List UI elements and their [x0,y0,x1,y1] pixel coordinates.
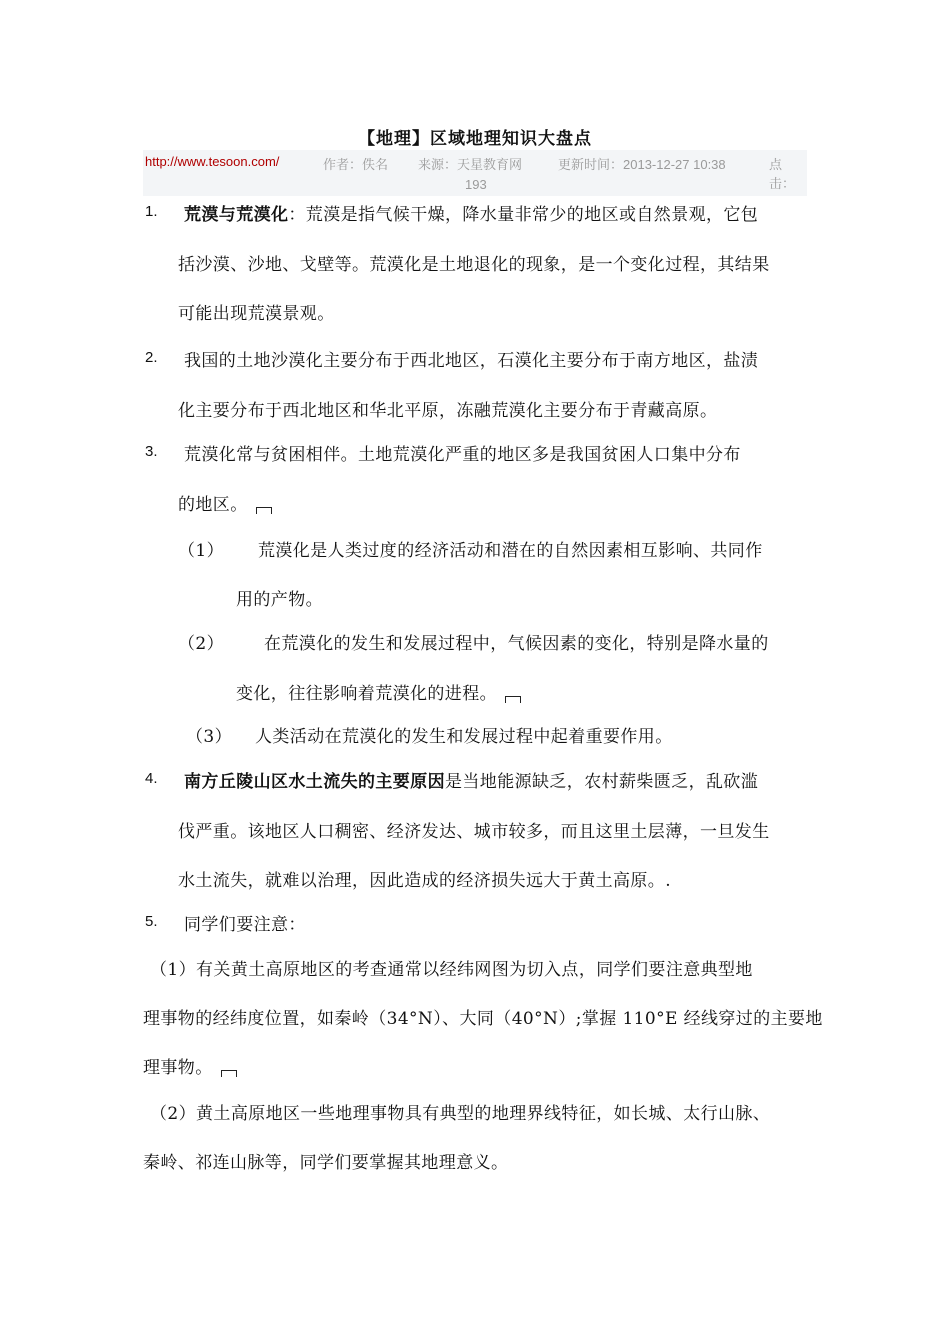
item-5-line-1: 同学们要注意： [184,915,306,935]
clicks-count: 193 [465,177,487,192]
item-1-line-3: 可能出现荒漠景观。 [178,304,335,324]
item-5-para-1-line-2: 理事物的经纬度位置，如秦岭（34°N）、大同（40°N）;掌握 110°E 经线穿过的主要地 [143,1009,823,1029]
paragraph-mark-icon [221,1070,237,1077]
article-meta-bar [143,150,807,196]
author-text: 作者：佚名 [323,157,389,172]
item-5-para-2-line-1: （2）黄土高原地区一些地理事物具有典型的地理界线特征，如长城、太行山脉、 [150,1104,771,1124]
item-4-line-3: 水土流失，就难以治理，因此造成的经济损失远大于黄土高原。. [178,871,672,891]
item-3-sub-3-number: （3） [186,727,233,747]
update-time-text: 更新时间：2013-12-27 10:38 [558,157,726,172]
item-1-text: ：荒漠是指气候干燥，降水量非常少的地区或自然景观，它包 [288,205,759,225]
item-4-line-2: 伐严重。该地区人口稠密、经济发达、城市较多，而且这里土层薄，一旦发生 [178,822,770,842]
clicks-label: 点击： [769,157,796,191]
item-5-number: 5. [145,913,158,930]
item-3-sub-1-line-2: 用的产物。 [236,590,323,610]
item-2-line-2: 化主要分布于西北地区和华北平原，冻融荒漠化主要分布于青藏高原。 [178,401,718,421]
source-url-link[interactable]: http://www.tesoon.com/ [145,154,280,169]
paragraph-mark-icon [256,507,272,514]
item-5-para-2-line-2: 秦岭、祁连山脉等，同学们要掌握其地理意义。 [143,1153,509,1173]
item-3-line-1: 荒漠化常与贫困相伴。土地荒漠化严重的地区多是我国贫困人口集中分布 [184,445,741,465]
source-text: 来源：天星教育网 [418,157,523,172]
item-2-number: 2. [145,349,158,366]
paragraph-mark-icon [505,696,521,703]
item-4-number: 4. [145,770,158,787]
item-3-line-2-text: 的地区。 [178,495,248,515]
item-3-sub-2-number: （2） [178,634,225,654]
item-4-term: 南方丘陵山区水土流失的主要原因 [184,772,445,792]
item-3-sub-3-line-1: 人类活动在荒漠化的发生和发展过程中起着重要作用。 [255,727,673,747]
article-title: 【地理】区域地理知识大盘点 [358,129,592,149]
item-5-para-1-line-3-text: 理事物。 [143,1058,213,1078]
item-5-para-1-line-1: （1）有关黄土高原地区的考查通常以经纬网图为切入点，同学们要注意典型地 [150,960,753,980]
item-4-text: 是当地能源缺乏，农村薪柴匮乏，乱砍滥 [445,772,759,792]
item-3-sub-2-line-2-text: 变化，往往影响着荒漠化的进程。 [236,684,497,704]
item-5-para-1-line-3 [143,1053,237,1078]
item-3-sub-2-line-1: 在荒漠化的发生和发展过程中，气候因素的变化，特别是降水量的 [264,634,769,654]
item-1-term: 荒漠与荒漠化 [184,205,289,225]
item-4-line-1 [184,767,758,792]
item-3-sub-1-line-1: 荒漠化是人类过度的经济活动和潜在的自然因素相互影响、共同作 [258,541,763,561]
item-3-sub-1-number: （1） [178,541,225,561]
item-1-number: 1. [145,203,158,220]
item-1-line-1 [184,200,758,225]
item-3-sub-2-line-2 [236,679,521,704]
item-3-number: 3. [145,443,158,460]
item-3-line-2 [178,490,272,515]
item-2-line-1: 我国的土地沙漠化主要分布于西北地区，石漠化主要分布于南方地区，盐渍 [184,351,759,371]
item-1-line-2: 括沙漠、沙地、戈壁等。荒漠化是土地退化的现象，是一个变化过程，其结果 [178,255,770,275]
